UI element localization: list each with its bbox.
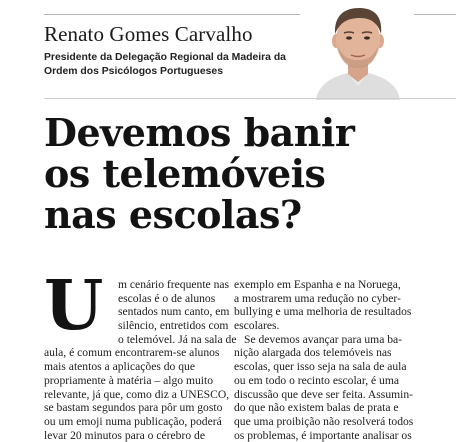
body-line: que uma proibição não resolverá todos: [234, 414, 414, 428]
body-line: se bastam segundos para pôr um gosto: [44, 401, 223, 415]
author-portrait: [304, 0, 412, 100]
body-line: m cenário frequente nas: [118, 278, 230, 291]
body-line: ou em todo o recinto escolar, é uma: [234, 373, 400, 387]
drop-cap: U: [44, 266, 104, 346]
body-line: bullying e uma melhoria de resultados: [234, 305, 412, 319]
body-line: mais atentos a aplicações do que: [44, 360, 195, 374]
body-line: Se devemos avançar para uma ba-: [244, 332, 403, 346]
author-role-line: Ordem dos Psicólogos Portugueses: [44, 66, 223, 77]
body-line: escolas é o de alunos: [118, 291, 216, 305]
body-line: discussão que deve ser feita. Assumin-: [234, 387, 414, 401]
top-rule-right: [414, 14, 456, 15]
top-rule: [44, 14, 300, 15]
body-line: exemplo em Espanha e na Noruega,: [234, 278, 401, 291]
article-headline: [44, 112, 456, 235]
article-column-right: [234, 278, 456, 442]
body-line: relevante, já que, como diz a UNESCO,: [44, 387, 230, 401]
author-name: Renato Gomes Carvalho: [44, 22, 253, 46]
body-line: propriamente à matéria – algo muito: [44, 373, 214, 387]
body-line: o telemóvel. Já na sala de: [118, 332, 237, 346]
headline-line: os telemóveis: [44, 151, 326, 196]
body-line: do que não existem balas de prata e: [234, 401, 399, 415]
body-line: ou um emoji numa publicação, poderá: [44, 414, 222, 428]
body-line: levar 20 minutos para o cérebro de: [44, 428, 205, 442]
body-line: silêncio, entretidos com: [118, 319, 229, 333]
body-line: a mostrarem uma redução no cyber-: [234, 291, 401, 305]
header-divider: [44, 98, 456, 99]
author-role: [44, 51, 314, 79]
author-header: [0, 0, 456, 100]
body-line: sentados num canto, em: [118, 305, 230, 319]
body-line: escolas, quer isso seja na sala de aula: [234, 360, 407, 374]
body-line: os problemas, é importante analisar os: [234, 428, 412, 442]
body-line: nição alargada dos telemóveis nas: [234, 346, 392, 360]
author-role-line: Presidente da Delegação Regional da Madeira da: [44, 52, 286, 63]
article-column-left: [44, 278, 237, 442]
headline-line: Devemos banir: [44, 110, 355, 155]
body-line: aula, é comum encontrarem-se alunos: [44, 346, 220, 360]
headline-line: nas escolas?: [44, 192, 302, 237]
author-portrait-image: [304, 0, 412, 100]
body-line: escolares.: [234, 319, 280, 333]
